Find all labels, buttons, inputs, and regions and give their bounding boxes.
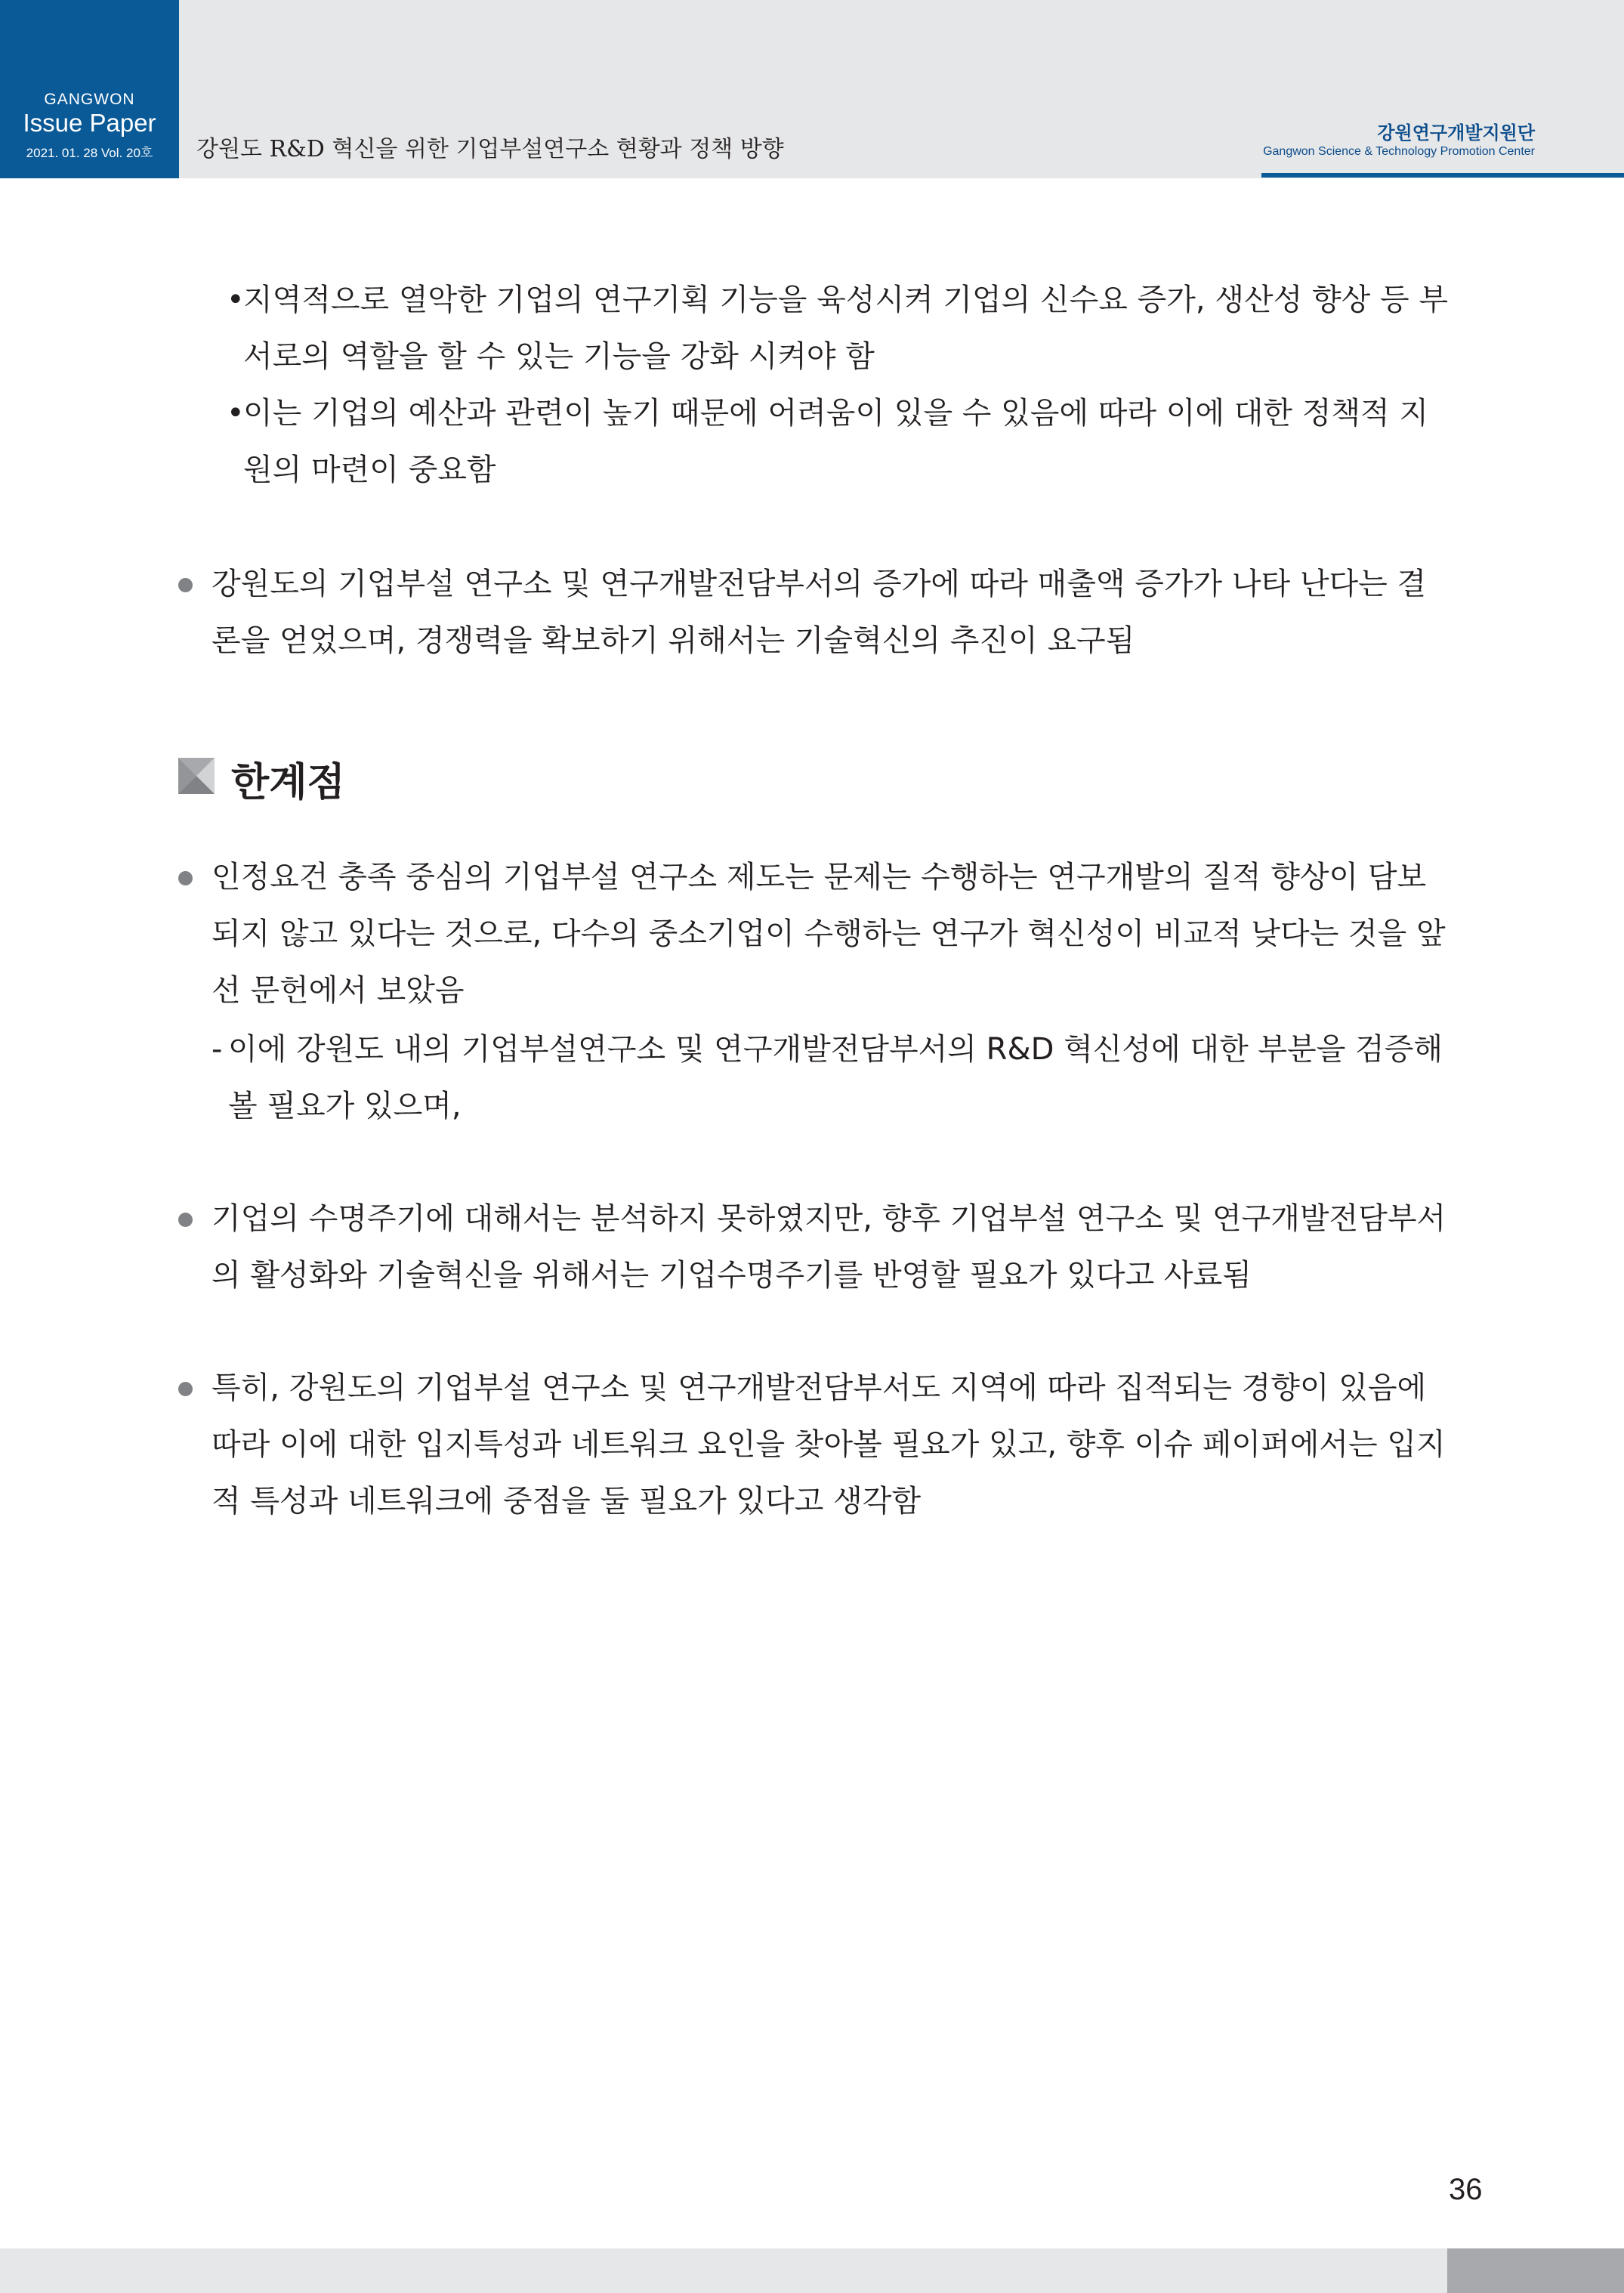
organization-name-english: Gangwon Science & Technology Promotion Center bbox=[1263, 145, 1535, 158]
footer-accent-block bbox=[1447, 2248, 1624, 2293]
document-title: 강원도 R&D 혁신을 위한 기업부설연구소 현황과 정책 방향 bbox=[196, 136, 784, 162]
sub-bullet-text: 이는 기업의 예산과 관련이 높기 때문에 어려움이 있을 수 있음에 따라 이에 대한 정책적 지원의 마련이 중요함 bbox=[243, 396, 1429, 487]
dash-item-text: 이에 강원도 내의 기업부설연구소 및 연구개발전담부서의 R&D 혁신성에 대한 부분을 검증해 볼 필요가 있으며, bbox=[228, 1032, 1443, 1123]
sub-bullet-item bbox=[227, 385, 1450, 499]
footer-bar bbox=[0, 2248, 1624, 2293]
conclusion-paragraph: 강원도의 기업부설 연구소 및 연구개발전담부서의 증가에 따라 매출액 증가가 나타 난다는 결론을 얻었으며, 경쟁력을 확보하기 위해서는 기술혁신의 추진이 요구됨 bbox=[211, 567, 1427, 658]
issue-date-volume: 2021. 01. 28 Vol. 20호 bbox=[26, 146, 153, 160]
sub-bullet-marker: • bbox=[227, 396, 245, 431]
brand-top-label: GANGWON bbox=[44, 91, 135, 108]
organization-name-korean: 강원연구개발지원단 bbox=[1377, 122, 1535, 144]
sub-bullet-marker: • bbox=[227, 283, 245, 317]
page-header bbox=[0, 0, 1624, 178]
dash-item bbox=[211, 1021, 1450, 1135]
section-heading-icon bbox=[178, 758, 215, 794]
page-number: 36 bbox=[1449, 2173, 1483, 2206]
bullet-dot bbox=[178, 1213, 193, 1227]
sub-bullet-item bbox=[227, 272, 1450, 385]
sub-bullet-text: 지역적으로 열악한 기업의 연구기획 기능을 육성시켜 기업의 신수요 증가, 생산성 향상 등 부서로의 역할을 할 수 있는 기능을 강화 시켜야 함 bbox=[243, 283, 1448, 374]
brand-name: Issue Paper bbox=[23, 109, 156, 137]
bullet-dot bbox=[178, 578, 193, 592]
limitation-paragraph: 인정요건 충족 중심의 기업부설 연구소 제도는 문제는 수행하는 연구개발의 질적 향상이 담보되지 않고 있다는 것으로, 다수의 중소기업이 수행하는 연구가 혁신성이 비교적 낮다는 것을 앞선 문헌에서 보았음 bbox=[211, 860, 1446, 1008]
section-title: 한계점 bbox=[231, 760, 345, 805]
bullet-dot bbox=[178, 1382, 193, 1396]
limitation-paragraph: 기업의 수명주기에 대해서는 분석하지 못하였지만, 향후 기업부설 연구소 및 연구개발전담부서의 활성화와 기술혁신을 위해서는 기업수명주기를 반영할 필요가 있다고 사료됨 bbox=[211, 1201, 1446, 1293]
dash-marker: - bbox=[211, 1032, 223, 1067]
bullet-dot bbox=[178, 871, 193, 885]
organization-underline bbox=[1261, 173, 1624, 178]
limitation-paragraph: 특히, 강원도의 기업부설 연구소 및 연구개발전담부서도 지역에 따라 집적되는 경향이 있음에 따라 이에 대한 입지특성과 네트워크 요인을 찾아볼 필요가 있고, 향후 이슈 페이퍼에서는 입지적 특성과 네트워크에 중점을 둘 필요가 있다고 생각함 bbox=[211, 1371, 1446, 1519]
issue-paper-brand bbox=[0, 0, 179, 178]
